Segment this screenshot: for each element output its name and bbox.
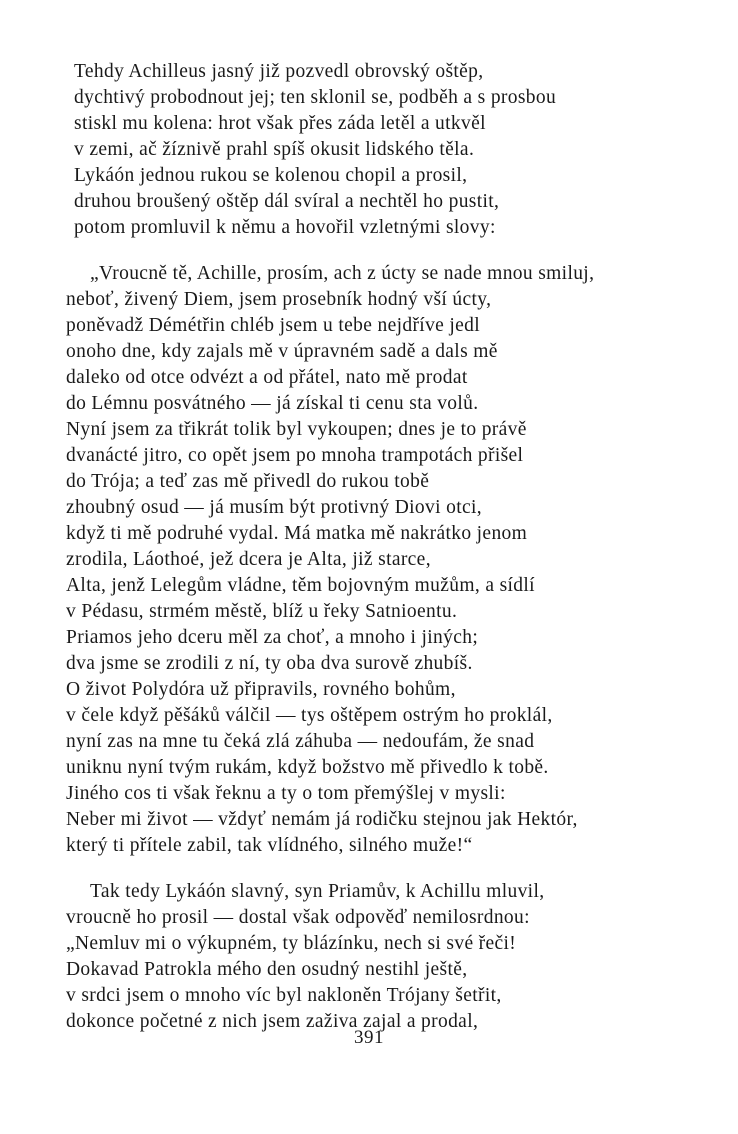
- verse-line: do Trója; a teď zas mě přivedl do rukou tobě: [66, 471, 430, 492]
- verse-line: Nyní jsem za třikrát tolik byl vykoupen; dnes je to právě: [66, 419, 527, 440]
- verse-line: Neber mi život — vždyť nemám já rodičku stejnou jak Hektór,: [66, 809, 578, 830]
- verse-line: Tak tedy Lykáón slavný, syn Priamův, k Achillu mluvil,: [90, 881, 545, 902]
- verse-line: „Nemluv mi o výkupném, ty blázínku, nech si své řeči!: [66, 933, 517, 954]
- verse-line: dokonce početné z nich jsem zaživa zajal a prodal,: [66, 1011, 479, 1032]
- verse-line: který ti přítele zabil, tak vlídného, silného muže!“: [66, 835, 473, 856]
- page-number: 391: [354, 1027, 384, 1048]
- verse-line: zrodila, Láothoé, jež dcera je Alta, již starce,: [66, 549, 431, 570]
- verse-line: Tehdy Achilleus jasný již pozvedl obrovský oštěp,: [74, 61, 484, 82]
- verse-line: poněvadž Démétřin chléb jsem u tebe nejdříve jedl: [66, 315, 481, 336]
- verse-line: když ti mě podruhé vydal. Má matka mě nakrátko jenom: [66, 523, 528, 544]
- verse-line: neboť, živený Diem, jsem prosebník hodný vší úcty,: [66, 289, 492, 310]
- verse-line: Dokavad Patrokla mého den osudný nestihl ještě,: [66, 959, 468, 980]
- verse-line: „Vroucně tě, Achille, prosím, ach z úcty se nade mnou smiluj,: [90, 263, 595, 284]
- verse-line: stiskl mu kolena: hrot však přes záda letěl a utkvěl: [74, 113, 486, 134]
- verse-line: v Pédasu, strmém městě, blíž u řeky Satnioentu.: [66, 601, 458, 622]
- verse-line: zhoubný osud — já musím být protivný Diovi otci,: [66, 497, 482, 518]
- verse-line: uniknu nyní tvým rukám, když božstvo mě přivedlo k tobě.: [66, 757, 549, 778]
- verse-line: Jiného cos ti však řeknu a ty o tom přemýšlej v mysli:: [66, 783, 506, 804]
- verse-line: druhou broušený oštěp dál svíral a nechtěl ho pustit,: [74, 191, 500, 212]
- verse-line: nyní zas na mne tu čeká zlá záhuba — nedoufám, že snad: [66, 731, 535, 752]
- verse-line: Lykáón jednou rukou se kolenou chopil a prosil,: [74, 165, 468, 186]
- verse-line: Alta, jenž Lelegům vládne, těm bojovným mužům, a sídlí: [66, 575, 535, 596]
- verse-line: do Lémnu posvátného — já získal ti cenu sta volů.: [66, 393, 479, 414]
- verse-line: onoho dne, kdy zajals mě v úpravném sadě a dals mě: [66, 341, 498, 362]
- verse-line: v čele když pěšáků válčil — tys oštěpem ostrým ho proklál,: [66, 705, 553, 726]
- verse-line: O život Polydóra už připravils, rovného bohům,: [66, 679, 456, 700]
- verse-line: dychtivý probodnout jej; ten sklonil se, podběh a s prosbou: [74, 87, 557, 108]
- verse-line: daleko od otce odvézt a od přátel, nato mě prodat: [66, 367, 468, 388]
- verse-line: dvanácté jitro, co opět jsem po mnoha trampotách přišel: [66, 445, 524, 466]
- verse-line: vroucně ho prosil — dostal však odpověď nemilosrdnou:: [66, 907, 530, 928]
- verse-line: potom promluvil k němu a hovořil vzletnými slovy:: [74, 217, 496, 238]
- verse-line: dva jsme se zrodili z ní, ty oba dva surově zhubíš.: [66, 653, 473, 674]
- verse-line: v srdci jsem o mnoho víc byl nakloněn Trójany šetřit,: [66, 985, 502, 1006]
- verse-line: Priamos jeho dceru měl za choť, a mnoho i jiných;: [66, 627, 479, 648]
- verse-line: v zemi, ač žíznivě prahl spíš okusit lidského těla.: [74, 139, 475, 160]
